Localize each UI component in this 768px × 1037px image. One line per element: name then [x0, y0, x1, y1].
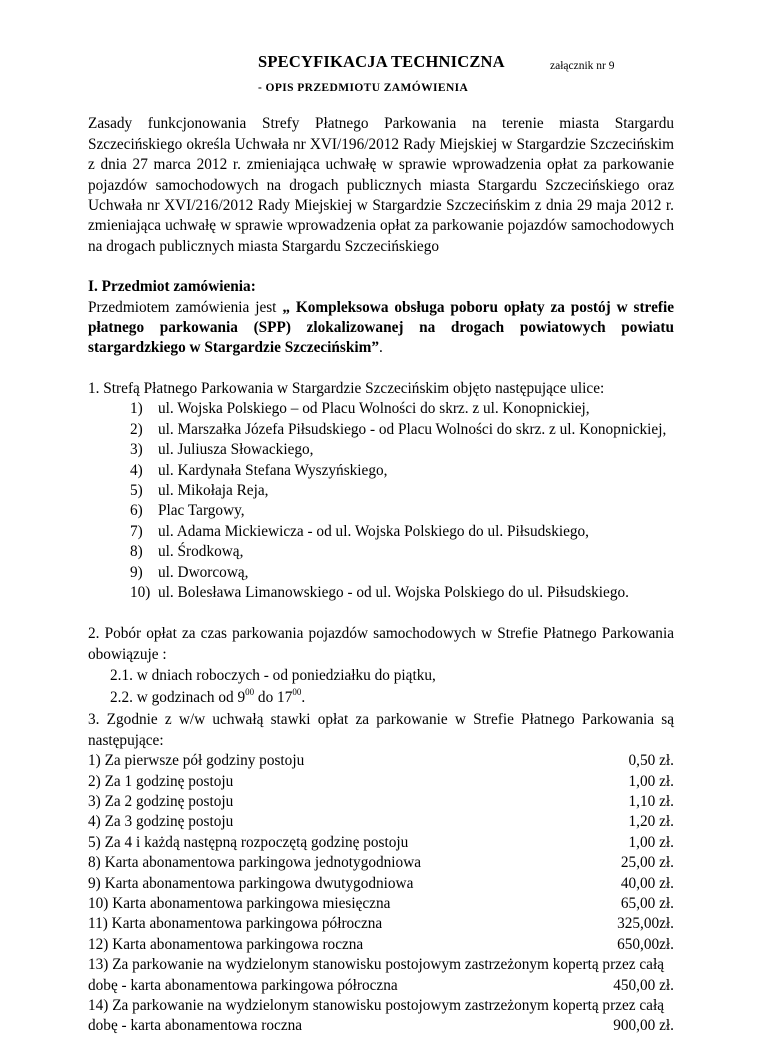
- schedule-days: 2.1. w dniach roboczych - od poniedziałku do piątku,: [110, 667, 436, 685]
- street-name: ul. Kardynała Stefana Wyszyńskiego,: [158, 461, 388, 479]
- list-number: 9): [130, 563, 143, 581]
- rate-row: [88, 894, 674, 914]
- rate-price: 900,00 zł.: [613, 1017, 674, 1035]
- rate-row: [88, 833, 674, 853]
- hours-to-sup: 00: [292, 687, 302, 698]
- list-item: [130, 563, 674, 583]
- street-name: ul. Marszałka Józefa Piłsudskiego - od Placu Wolności do skrz. z ul. Konopnickiej,: [158, 420, 667, 438]
- rate-price: 325,00zł.: [617, 915, 674, 933]
- streets-intro: 1. Strefą Płatnego Parkowania w Stargardzie Szczecińskim objęto następujące ulice:: [88, 379, 605, 397]
- rate-row: [88, 853, 674, 873]
- document-subtitle: - OPIS PRZEDMIOTU ZAMÓWIENIA: [258, 82, 469, 94]
- hours-from: 2.2. w godzinach od 9: [110, 689, 246, 707]
- street-name: ul. Środkową,: [158, 543, 244, 561]
- subject-paragraph: [88, 298, 674, 359]
- street-name: ul. Adama Mickiewicza - od ul. Wojska Polskiego do ul. Piłsudskiego,: [158, 522, 590, 540]
- title-row: [88, 52, 674, 74]
- rate-price: 65,00 zł.: [620, 895, 674, 912]
- schedule-hours: [88, 687, 674, 710]
- rate-label: 11) Karta abonamentowa parkingowa półroczna: [88, 915, 383, 933]
- list-number: 10): [130, 583, 151, 601]
- list-number: 4): [130, 461, 143, 479]
- rate-label: 2) Za 1 godzinę postoju: [88, 772, 234, 790]
- rate-price: 0,50 zł.: [628, 752, 674, 770]
- list-number: 5): [130, 481, 143, 499]
- intro-paragraph: Zasady funkcjonowania Strefy Płatnego Parkowania na terenie miasta Stargardu Szczecińskiego określa Uchwała nr XVI/196/2012 Rady Miejskiej w Stargardzie Szczecińskim z dnia 27 marca 2012 r. zmieniająca uchwałę w sprawie wprowadzenia opłat za parkowanie pojazdów samochodowych na drogach publicznych miasta Stargardu Szczecińskiego oraz Uchwała nr XVI/216/2012 Rady Miejskiej w Stargardzie Szczecińskim z dnia 29 maja 2012 r. zmieniająca uchwałę w sprawie wprowadzenia opłat za parkowanie pojazdów samochodowych na drogach publicznych miasta Stargardu Szczecińskiego: [88, 115, 674, 255]
- rate-label: 5) Za 4 i każdą następną rozpoczętą godzinę postoju: [88, 833, 409, 851]
- street-name: ul. Juliusza Słowackiego,: [158, 441, 314, 459]
- street-name: ul. Bolesława Limanowskiego - od ul. Wojska Polskiego do ul. Piłsudskiego.: [158, 583, 629, 601]
- rate-row: [88, 914, 674, 934]
- rate-label: 12) Karta abonamentowa parkingowa roczna: [88, 935, 364, 953]
- list-number: 7): [130, 522, 143, 540]
- hours-end: .: [301, 689, 306, 707]
- rate-price: 650,00zł.: [617, 935, 674, 953]
- schedule-intro: 2. Pobór opłat za czas parkowania pojazdów samochodowych w Strefie Płatnego Parkowania obowiązuje :: [88, 625, 674, 664]
- list-item: [130, 440, 674, 460]
- list-number: 6): [130, 502, 143, 520]
- list-item: [130, 522, 674, 542]
- rate-price: 1,10 zł.: [628, 792, 674, 810]
- street-name: ul. Wojska Polskiego – od Placu Wolności do skrz. z ul. Konopnickiej,: [158, 400, 590, 418]
- list-item: [130, 501, 674, 521]
- rate-row: [88, 792, 674, 812]
- street-name: ul. Dworcową,: [158, 563, 249, 581]
- document-page: [88, 52, 674, 1037]
- list-number: 3): [130, 441, 143, 459]
- rate-price: 1,20 zł.: [628, 813, 674, 831]
- street-name: Plac Targowy,: [158, 502, 245, 520]
- rate-label-line: 14) Za parkowanie na wydzielonym stanowisku postojowym zastrzeżonym kopertą przez całą: [88, 997, 664, 1015]
- rate-price: 40,00 zł.: [620, 874, 674, 892]
- rate-label-line: 13) Za parkowanie na wydzielonym stanowisku postojowym zastrzeżonym kopertą przez całą: [88, 956, 664, 974]
- rates-intro: 3. Zgodnie z w/w uchwałą stawki opłat za parkowanie w Strefie Płatnego Parkowania są następujące:: [88, 711, 674, 749]
- rate-row: [88, 935, 674, 955]
- subject-end: .: [379, 339, 383, 357]
- subject-title: „ Kompleksowa obsługa poboru opłaty za postój w strefie płatnego parkowania (SPP) zlokalizowanej na drogach powiatowych powiatu stargardzkiego w Stargardzie Szczecińskim”: [88, 298, 674, 357]
- rate-label: 8) Karta abonamentowa parkingowa jednotygodniowa: [88, 854, 422, 872]
- rate-row: [88, 772, 674, 792]
- streets-list: [88, 399, 674, 603]
- rate-label: 9) Karta abonamentowa parkingowa dwutygodniowa: [88, 874, 414, 892]
- document-title: SPECYFIKACJA TECHNICZNA: [258, 52, 505, 71]
- rate-row: [88, 955, 674, 996]
- rate-price: 1,00 zł.: [628, 833, 674, 851]
- rate-price: 25,00 zł.: [620, 854, 674, 872]
- rate-row: [88, 874, 674, 894]
- subject-lead: Przedmiotem zamówienia jest: [88, 298, 283, 316]
- rate-row: [88, 751, 674, 771]
- rate-label: dobę - karta abonamentowa parkingowa półroczna: [88, 976, 398, 994]
- hours-to: do 17: [254, 689, 293, 707]
- list-item: [130, 481, 674, 501]
- rate-label-last: [88, 1016, 674, 1036]
- rate-label: 4) Za 3 godzinę postoju: [88, 813, 234, 831]
- section-heading: I. Przedmiot zamówienia:: [88, 278, 256, 296]
- rate-row: [88, 996, 674, 1037]
- list-item: [130, 542, 674, 562]
- rate-label: 3) Za 2 godzinę postoju: [88, 792, 234, 810]
- list-item: [130, 461, 674, 481]
- annex-label: załącznik nr 9: [550, 60, 615, 72]
- rate-price: 450,00 zł.: [613, 976, 674, 994]
- street-name: ul. Mikołaja Reja,: [158, 481, 269, 499]
- rate-row: [88, 812, 674, 832]
- rate-label: 1) Za pierwsze pół godziny postoju: [88, 752, 305, 770]
- list-item: [130, 583, 674, 603]
- list-number: 8): [130, 543, 143, 561]
- list-number: 1): [130, 400, 143, 418]
- rate-label-last: [88, 976, 674, 996]
- rate-price: 1,00 zł.: [628, 772, 674, 790]
- list-item: [130, 420, 674, 440]
- rate-label: 10) Karta abonamentowa parkingowa miesięczna: [88, 895, 391, 912]
- list-number: 2): [130, 420, 143, 438]
- rate-label: dobę - karta abonamentowa roczna: [88, 1017, 303, 1035]
- list-item: [130, 399, 674, 419]
- hours-from-sup: 00: [245, 687, 255, 698]
